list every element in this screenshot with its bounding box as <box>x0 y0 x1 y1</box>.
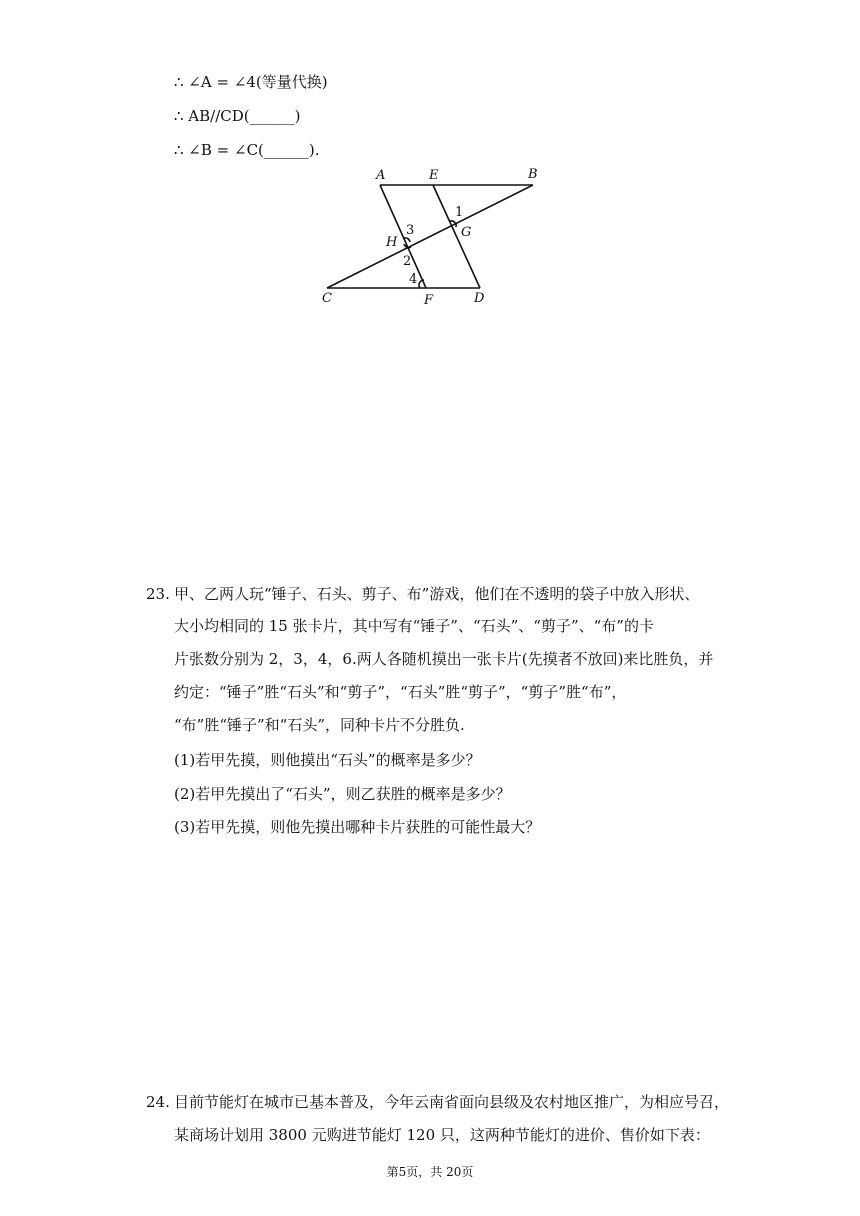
geometry-figure <box>318 164 550 310</box>
label-angle-4: 4 <box>409 272 418 287</box>
label-e: E <box>429 168 439 183</box>
page-footer: 第5页，共 20页 <box>386 1165 474 1179</box>
question-23-line-1: 甲、乙两人玩“锤子、石头、剪子、布”游戏，他们在不透明的袋子中放入形状、 <box>174 585 700 603</box>
question-23-line-2: 大小均相同的 15 张卡片，其中写有“锤子”、“石头”、“剪子”、“布”的卡 <box>174 617 654 635</box>
proof-line-2: ∴ AB//CD(______) <box>174 107 301 125</box>
question-23-part-3: (3)若甲先摸，则他先摸出哪种卡片获胜的可能性最大？ <box>174 818 541 836</box>
label-angle-3: 3 <box>406 223 415 238</box>
question-24-line-1: 目前节能灯在城市已基本普及，今年云南省面向县级及农村地区推广，为相应号召， <box>174 1093 730 1111</box>
proof-line-3: ∴ ∠B = ∠C(______). <box>174 141 320 159</box>
question-23-line-5: “布”胜“锤子”和“石头”，同种卡片不分胜负. <box>174 716 465 734</box>
segment-cb <box>327 185 533 288</box>
label-angle-2: 2 <box>403 254 412 269</box>
proof-line-1: ∴ ∠A = ∠4(等量代换) <box>174 73 328 91</box>
question-23-line-3: 片张数分别为 2，3，4，6.两人各随机摸出一张卡片(先摸者不放回)来比胜负，并 <box>174 650 714 668</box>
label-h: H <box>386 235 398 250</box>
label-d: D <box>474 291 485 306</box>
label-angle-1: 1 <box>455 205 464 220</box>
question-23-line-4: 约定：“锤子”胜“石头”和“剪子”，“石头”胜“剪子”，“剪子”胜“布”， <box>174 683 627 701</box>
question-23-number: 23. <box>146 585 170 603</box>
label-f: F <box>424 293 434 308</box>
question-24-line-2: 某商场计划用 3800 元购进节能灯 120 只，这两种节能灯的进价、售价如下表： <box>174 1126 710 1144</box>
label-c: C <box>322 291 332 306</box>
question-24-number: 24. <box>146 1093 170 1111</box>
label-a: A <box>376 168 386 183</box>
question-23-part-2: (2)若甲先摸出了“石头”，则乙获胜的概率是多少？ <box>174 785 511 803</box>
label-g: G <box>461 225 472 240</box>
question-23-part-1: (1)若甲先摸，则他摸出“石头”的概率是多少？ <box>174 751 481 769</box>
label-b: B <box>528 167 538 182</box>
segment-ed <box>433 185 480 288</box>
